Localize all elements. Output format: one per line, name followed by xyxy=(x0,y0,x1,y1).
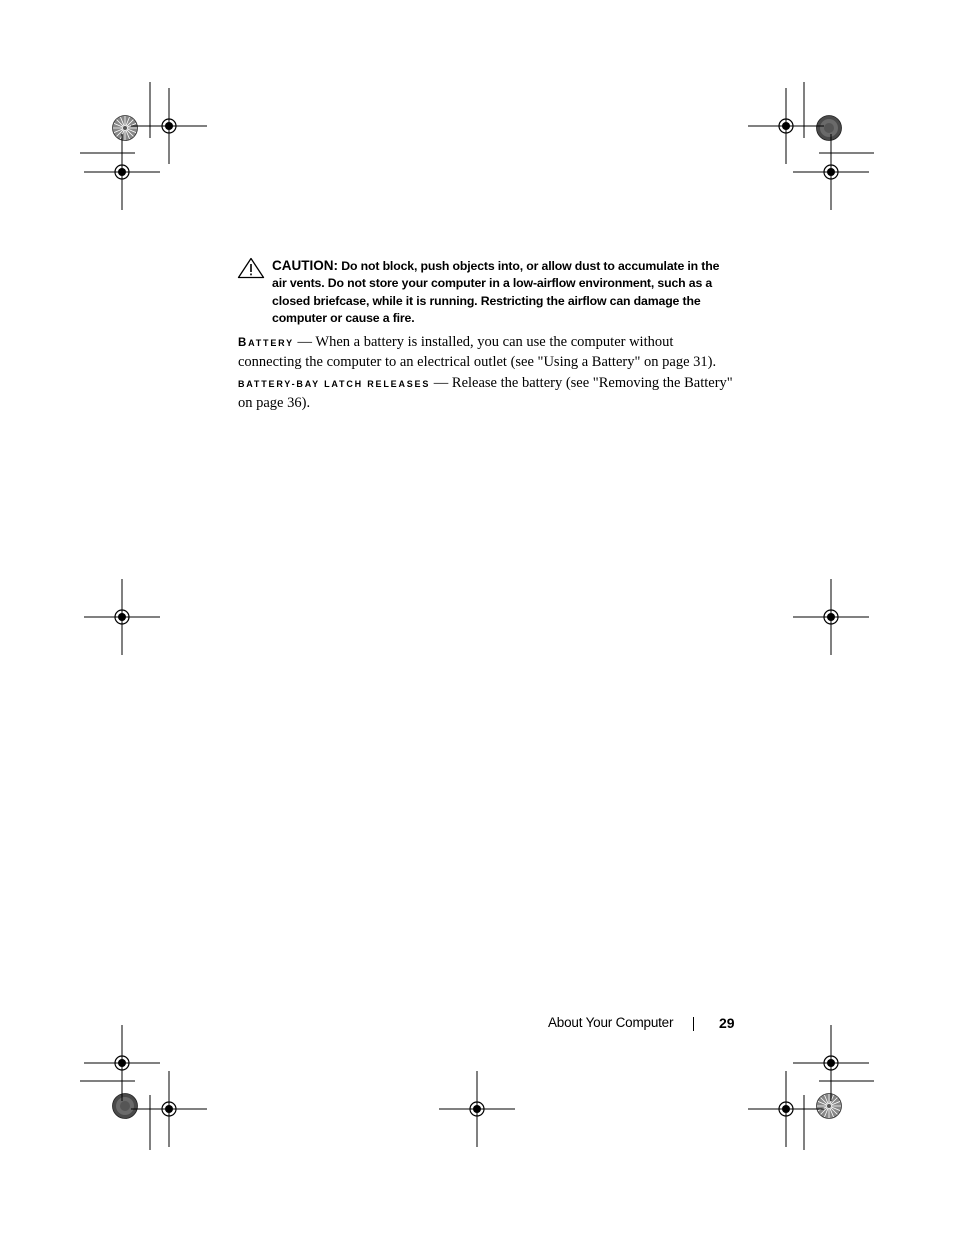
battery-bay-latch-entry xyxy=(238,374,738,412)
battery-bay-latch-term: BATTERY-BAY LATCH RELEASES xyxy=(238,379,431,389)
registration-crosshair-icon xyxy=(439,1071,515,1147)
registration-crosshair-icon xyxy=(748,88,824,164)
color-wheel-icon xyxy=(817,116,842,141)
registration-crosshair-icon xyxy=(84,1025,160,1101)
footer-section-title: About Your Computer xyxy=(548,1015,674,1030)
registration-crosshair-icon xyxy=(131,1071,207,1147)
page-number: 29 xyxy=(719,1015,735,1031)
registration-crosshair-icon xyxy=(131,88,207,164)
registration-crosshair-icon xyxy=(748,1071,824,1147)
registration-crosshair-icon xyxy=(793,134,869,210)
color-wheel-icon xyxy=(113,1094,138,1119)
battery-bay-latch-dash: — xyxy=(430,375,452,391)
battery-bay-latch-description: Release the battery (see "Removing the Battery" on page 36). xyxy=(238,375,733,411)
footer-separator xyxy=(693,1017,694,1031)
caution-notice xyxy=(237,257,737,327)
battery-term-rest: ATTERY xyxy=(248,338,294,348)
registration-crosshair-icon xyxy=(793,1025,869,1101)
battery-term xyxy=(238,334,294,350)
registration-crosshair-icon xyxy=(793,579,869,655)
battery-term-initial: B xyxy=(238,337,249,349)
battery-description: When a battery is installed, you can use the computer without connecting the computer to an electrical outlet (see "Using a Battery" on page 31). xyxy=(238,334,717,370)
color-wheel-icon xyxy=(817,1094,842,1119)
caution-body xyxy=(272,257,737,327)
battery-dash: — xyxy=(293,334,316,350)
registration-crosshair-icon xyxy=(84,134,160,210)
color-wheel-icon xyxy=(113,116,138,141)
caution-text: Do not block, push objects into, or allow dust to accumulate in the air vents. Do not store your computer in a low-airflow environment, such as a closed briefcase, while it is running. Restricting the airflow can damage the computer or cause a fire. xyxy=(272,259,720,325)
registration-crosshair-icon xyxy=(84,579,160,655)
battery-entry xyxy=(238,333,738,371)
caution-label: CAUTION: xyxy=(272,258,338,273)
warning-triangle-icon xyxy=(237,257,265,279)
